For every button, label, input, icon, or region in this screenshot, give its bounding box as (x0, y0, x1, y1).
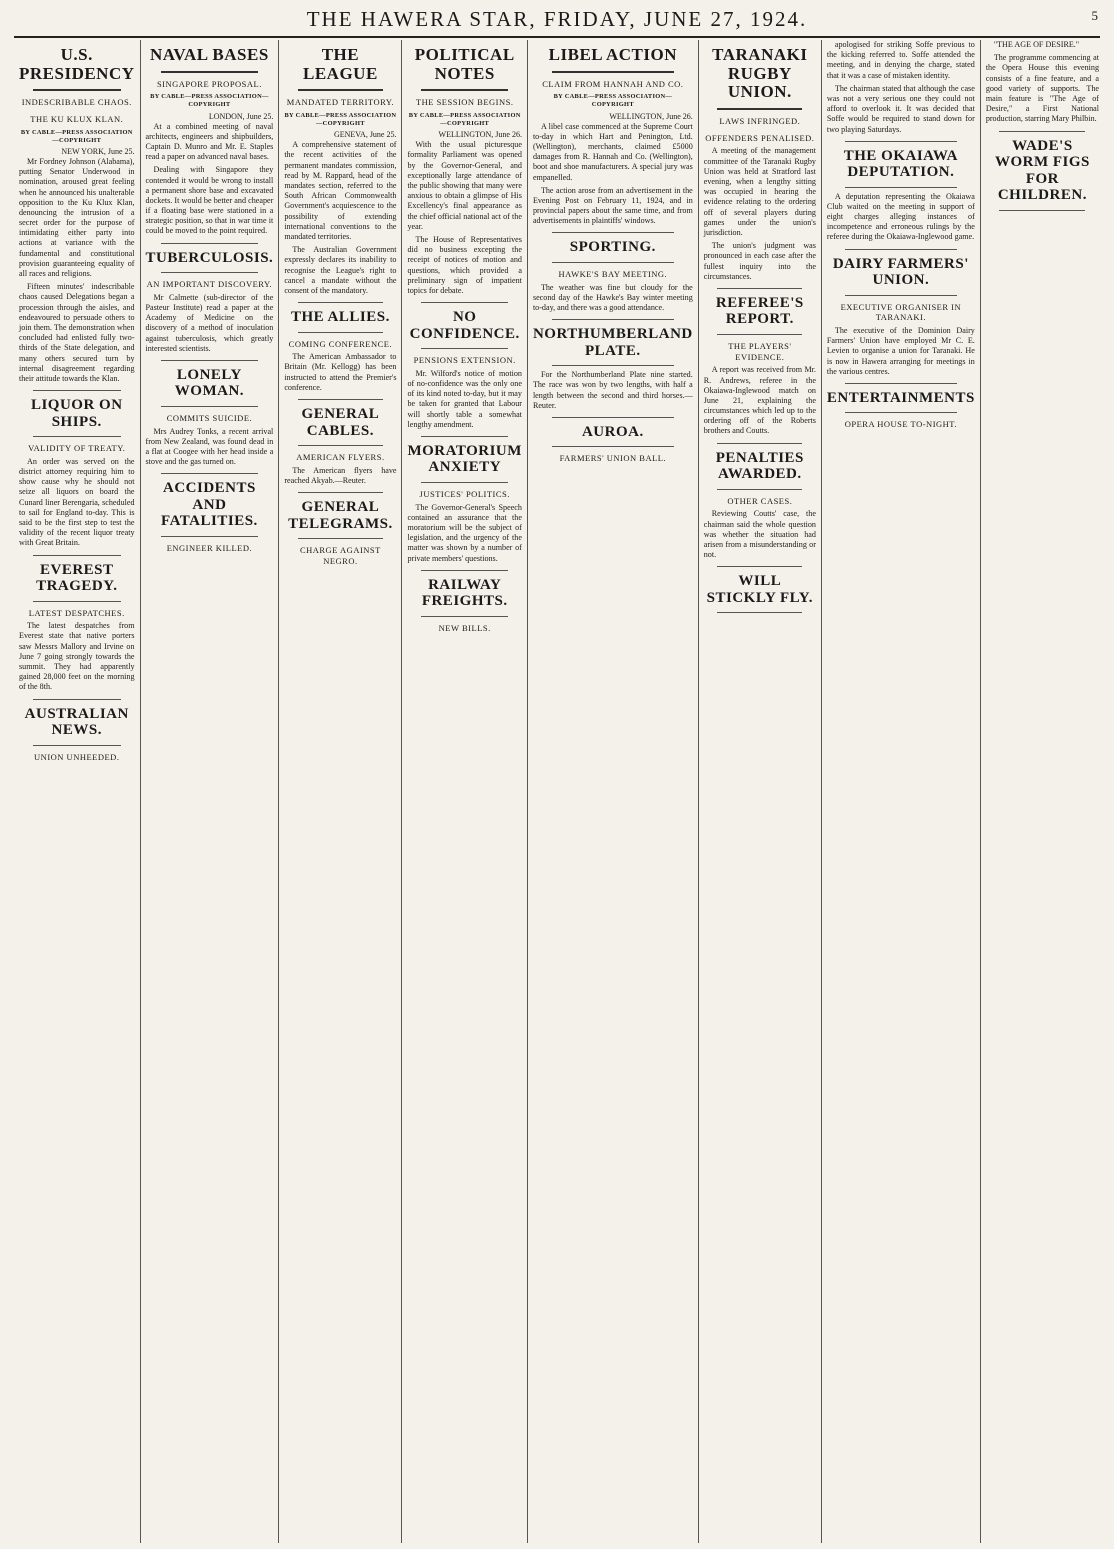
divider (298, 538, 383, 539)
divider (298, 332, 383, 333)
article-paragraph: With the usual picturesque formality Parliament was opened by the Governor-General, and exceptionally large attendance of the public showing that many were anxious to obtain a glimpse of His Excellency's final appearance as the chief official national act of the year. (407, 140, 522, 231)
subheading: EXECUTIVE ORGANISER IN TARANAKI. (840, 301, 962, 323)
subheading: CHARGE AGAINST NEGRO. (299, 545, 381, 566)
news-column (279, 40, 402, 1543)
divider (421, 348, 508, 349)
divider (845, 295, 957, 296)
headline: NAVAL BASES (150, 45, 269, 64)
section-headline: GENERAL TELEGRAMS. (288, 499, 393, 532)
divider (717, 288, 802, 289)
page-number: 5 (1091, 8, 1098, 23)
article-paragraph: At a combined meeting of naval architects, engineers and shipbuilders, Captain D. Munro and Mr. E. Staples read a paper on advanced naval bases. (145, 121, 274, 162)
divider (33, 390, 121, 391)
dateline: WELLINGTON, June 26. (438, 130, 522, 140)
divider (161, 272, 258, 273)
article-paragraph: A deputation representing the Okaiawa Club waited on the meeting in support of eight charges alleging instances of incompetence and erroneous rulings by the referee during the Okaiawa-Inglewood game. (826, 191, 975, 242)
subheading: UNION UNHEEDED. (34, 751, 120, 762)
article-paragraph: The executive of the Dominion Dairy Farmers' Union have employed Mr C. E. Levien to organise a union for Taranaki. He is now in Hawera arranging for meetings in the various centres. (826, 326, 975, 376)
section-headline: PENALTIES AWARDED. (715, 449, 804, 483)
divider (33, 601, 121, 602)
article-paragraph: Mr Calmette (sub-director of the Pasteur Institute) read a paper at the Academy of Medicine on the discovery of a method of inoculation against tuberculosis, which greatly interested scientists. (145, 292, 274, 353)
news-column (14, 40, 141, 1543)
subheading: JUSTICES' POLITICS. (419, 488, 510, 499)
divider (421, 89, 508, 91)
divider (421, 482, 508, 483)
columns (14, 40, 1104, 1543)
divider (298, 302, 383, 303)
section-headline: REFEREE'S REPORT. (715, 294, 804, 328)
subheading: LAWS INFRINGED. (719, 116, 801, 127)
divider (845, 383, 957, 384)
divider (33, 436, 121, 437)
divider (161, 243, 258, 244)
article-paragraph: The union's judgment was pronounced in each case after the fullest inquiry into the circumstances. (703, 241, 816, 281)
divider (552, 417, 673, 418)
news-column (402, 40, 527, 1543)
section-headline: GENERAL CABLES. (301, 406, 380, 439)
divider (552, 446, 673, 447)
headline: THE LEAGUE (303, 45, 378, 83)
dateline: GENEVA, June 25. (333, 130, 397, 140)
article-paragraph: The Australian Government expressly declares its inability to recognise the League's right to cancel a mandate without the consent of the mandatory. (284, 245, 397, 295)
news-column (528, 40, 699, 1543)
subheading: CLAIM FROM HANNAH AND CO. (542, 78, 684, 89)
byline: BY CABLE—PRESS ASSOCIATION—COPYRIGHT (284, 112, 397, 128)
section-headline: RAILWAY FREIGHTS. (421, 576, 508, 610)
section-headline: AUROA. (581, 423, 644, 440)
section-headline: NORTHUMBERLAND PLATE. (532, 326, 693, 359)
divider (717, 443, 802, 444)
subheading: THE SESSION BEGINS. (415, 97, 514, 108)
article-paragraph: For the Northumberland Plate nine started. The race was won by two lengths, with half a length between the second and third horses.—Reuter. (532, 370, 693, 410)
headline: TARANAKI RUGBY UNION. (712, 45, 808, 102)
section-headline: THE ALLIES. (290, 309, 390, 326)
article-paragraph: Mrs Audrey Tonks, a recent arrival from New Zealand, was found dead in a flat at Coogee with her head inside a stove and the gas turned on. (145, 426, 274, 467)
article-paragraph: The latest despatches from Everest state that native porters saw Messrs Mallory and Irvine on June 7 going strongly towards the summit. They had apparently gained 28,000 feet on the morning of the 8th. (19, 621, 135, 692)
divider (717, 489, 802, 490)
divider (717, 108, 802, 110)
article-paragraph: "THE AGE OF DESIRE." (993, 40, 1080, 49)
article-paragraph: An order was served on the district attorney requiring him to show cause why he should not seize all liquors on board the Cunard liner Berengaria, scheduled to sail for England to-day. This is said to be the first step to test the validity of the recent liquor treaty with Great Britain. (19, 456, 135, 548)
subheading: COMING CONFERENCE. (288, 338, 393, 349)
article-paragraph: Dealing with Singapore they contended it would be wrong to install a permanent shore base and excavated dockets. It would be better and cheaper if a floating base were stationed in a strategic position, so that in war time it could be moved to the point required. (145, 165, 274, 236)
subheading: MANDATED TERRITORY. (286, 97, 395, 108)
article-paragraph: The American Ambassador to Britain (Mr. Kellogg) has been instructed to attend the Premier's conference. (284, 352, 397, 392)
article-paragraph: The weather was fine but cloudy for the second day of the Hawke's Bay winter meeting to-day, and there was a good attendance. (532, 282, 693, 313)
divider (552, 319, 673, 320)
section-headline: EVEREST TRAGEDY. (36, 561, 118, 594)
section-headline: ENTERTAINMENTS (826, 389, 975, 406)
divider (717, 612, 802, 613)
article-paragraph: The action arose from an advertisement in the Evening Post on February 11, 1924, and in provincial papers about the same time, and from advertisements in plaintiffs' windows. (532, 185, 693, 226)
article-paragraph: The Governor-General's Speech contained an assurance that the moratorium will be the subject of legislation, and the urgency of the matter was shown by a number of private members' questions. (407, 502, 522, 563)
section-headline: DAIRY FARMERS' UNION. (832, 255, 969, 289)
article-paragraph: apologised for striking Soffe previous to the kicking referred to. Soffe attended the meeting, and in denying the charge, stated that it was a case of mistaken identity. (826, 40, 975, 80)
divider (33, 745, 121, 746)
divider (421, 616, 508, 617)
subheading: AN IMPORTANT DISCOVERY. (146, 279, 273, 290)
section-headline: WILL STICKLY FLY. (706, 573, 813, 606)
divider (552, 71, 673, 73)
news-column (699, 40, 822, 1543)
headline: POLITICAL NOTES (414, 45, 515, 83)
article-paragraph: The programme commencing at the Opera House this evening consists of a fine feature, and a good variety of supports. The main feature is "The Age of Desire," a First National production, starring Mary Philbin. (985, 53, 1099, 124)
news-column (981, 40, 1104, 1543)
section-headline: THE OKAIAWA DEPUTATION. (843, 147, 958, 181)
dateline: NEW YORK, June 25. (61, 146, 135, 156)
article-paragraph: A libel case commenced at the Supreme Court to-day in which Hart and Penington, Ltd. (Wellington), merchants, claimed £5000 damages from R. Hannah and Co. (Wellington), boot and shoe manufacturers. A special jury was empanelled. (532, 121, 693, 182)
article-paragraph: Mr Fordney Johnson (Alabama), putting Senator Underwood in nomination, aroused great feeling when he announced his unalterable opposition to the Ku Klux Klan, denouncing the intrusion of a secret order for the purpose of intimidating either party into actions at variance with the fundamental and constitutional provision guaranteeing equality of all races and religions. (19, 156, 135, 279)
divider (161, 406, 258, 407)
byline: BY CABLE—PRESS ASSOCIATION—COPYRIGHT (20, 128, 133, 144)
subheading: THE PLAYERS' EVIDENCE. (728, 340, 792, 362)
divider (298, 399, 383, 400)
divider (421, 570, 508, 571)
divider (717, 566, 802, 567)
divider (717, 334, 802, 335)
subheading: VALIDITY OF TREATY. (28, 443, 126, 454)
divider (845, 187, 957, 188)
subheading: OTHER CASES. (727, 495, 793, 506)
section-headline: AUSTRALIAN NEWS. (24, 705, 129, 739)
subheading: FARMERS' UNION BALL. (559, 453, 667, 464)
article-paragraph: The chairman stated that although the case was not a very serious one they could not afford to overlook it. It was decided that Soffe would be required to stand down for two playing Saturdays. (826, 83, 975, 134)
divider (421, 302, 508, 303)
divider (33, 555, 121, 556)
subheading: PENSIONS EXTENSION. (413, 355, 516, 366)
article-paragraph: The American flyers have reached Akyab.—Reuter. (284, 465, 397, 485)
subheading: HAWKE'S BAY MEETING. (558, 268, 668, 279)
section-headline: MORATORIUM ANXIETY (407, 442, 522, 476)
subheading: NEW BILLS. (438, 622, 491, 633)
subheading: LATEST DESPATCHES. (28, 607, 125, 618)
divider (298, 89, 383, 91)
divider (552, 232, 673, 233)
article-paragraph: A report was received from Mr. R. Andrews, referee in the Okaiawa-Inglewood match on June 21, explaining the circumstances which led up to the ordering off of the Roberts brothers and Coutts. (703, 365, 816, 436)
news-column (141, 40, 280, 1543)
divider (161, 71, 258, 73)
divider (33, 89, 121, 91)
divider (298, 445, 383, 446)
section-headline: WADE'S WORM FIGS FOR CHILDREN. (994, 137, 1090, 203)
byline: BY CABLE—PRESS ASSOCIATION—COPYRIGHT (553, 93, 673, 109)
article-paragraph: Mr. Wilford's notice of motion of no-confidence was the only one of its kind noted to-day, but it may be taken for granted that Labour will shortly table a somewhat lengthy amendment. (407, 368, 522, 429)
subheading: THE KU KLUX KLAN. (30, 114, 124, 125)
section-headline: NO CONFIDENCE. (409, 309, 520, 342)
divider (298, 492, 383, 493)
subheading: SINGAPORE PROPOSAL. (156, 78, 262, 89)
divider (161, 473, 258, 474)
divider (552, 365, 673, 366)
divider (999, 210, 1085, 211)
newspaper-title: THE HAWERA STAR, FRIDAY, JUNE 27, 1924. (306, 6, 808, 31)
divider (161, 536, 258, 537)
divider (33, 699, 121, 700)
section-headline: TUBERCULOSIS. (145, 249, 274, 266)
byline: BY CABLE—PRESS ASSOCIATION—COPYRIGHT (408, 112, 521, 128)
divider (161, 360, 258, 361)
divider (845, 412, 957, 413)
subheading: OFFENDERS PENALISED. (705, 132, 815, 143)
article-paragraph: Fifteen minutes' indescribable chaos caused Delegations began a procession through the aisles, and endeavoured to persuade others to join them. The demonstration when concluded had enlisted fully two-thirds of the State delegation, and many others secured turn by internal disagreement regarding their attitude towards the Klan. (19, 282, 135, 383)
article-paragraph: Reviewing Coutts' case, the chairman said the whole question was whether the situation had arisen from a misunderstanding or not. (703, 509, 816, 560)
article-paragraph: A meeting of the management committee of the Taranaki Rugby Union was held at Stratford last evening, when a lengthy sitting was occupied in hearing the evidence relating to the ordering off of several players during games under the union's jurisdiction. (703, 146, 816, 237)
divider (421, 436, 508, 437)
subheading: COMMITS SUICIDE. (166, 412, 253, 423)
divider (552, 262, 673, 263)
section-headline: LONELY WOMAN. (174, 366, 245, 400)
section-headline: ACCIDENTS AND FATALITIES. (161, 480, 258, 530)
subheading: ENGINEER KILLED. (166, 542, 253, 553)
divider (845, 249, 957, 250)
dateline: LONDON, June 25. (208, 111, 274, 121)
subheading: INDESCRIBABLE CHAOS. (21, 97, 132, 108)
subheading: OPERA HOUSE TO-NIGHT. (844, 419, 957, 430)
section-headline: LIQUOR ON SHIPS. (30, 397, 123, 430)
headline: LIBEL ACTION (548, 45, 678, 64)
section-headline: SPORTING. (569, 239, 656, 256)
article-paragraph: The House of Representatives did no business excepting the receipt of notices of motion and questions, which provided a preliminary sign of impatient topics for debate. (407, 234, 522, 295)
dateline: WELLINGTON, June 26. (609, 111, 693, 121)
divider (845, 141, 957, 142)
news-column (822, 40, 981, 1543)
byline: BY CABLE—PRESS ASSOCIATION—COPYRIGHT (150, 93, 269, 109)
subheading: AMERICAN FLYERS. (296, 452, 385, 463)
headline: U.S. PRESIDENCY (19, 45, 135, 83)
article-paragraph: A comprehensive statement of the recent activities of the permanent mandates commission, read by M. Rappard, head of the mandates section, referred to the South African Commonwealth Government's acquiescence to the possibility of extending international conventions to the mandated territories. (284, 140, 397, 241)
divider (999, 131, 1085, 132)
masthead (14, 2, 1100, 38)
